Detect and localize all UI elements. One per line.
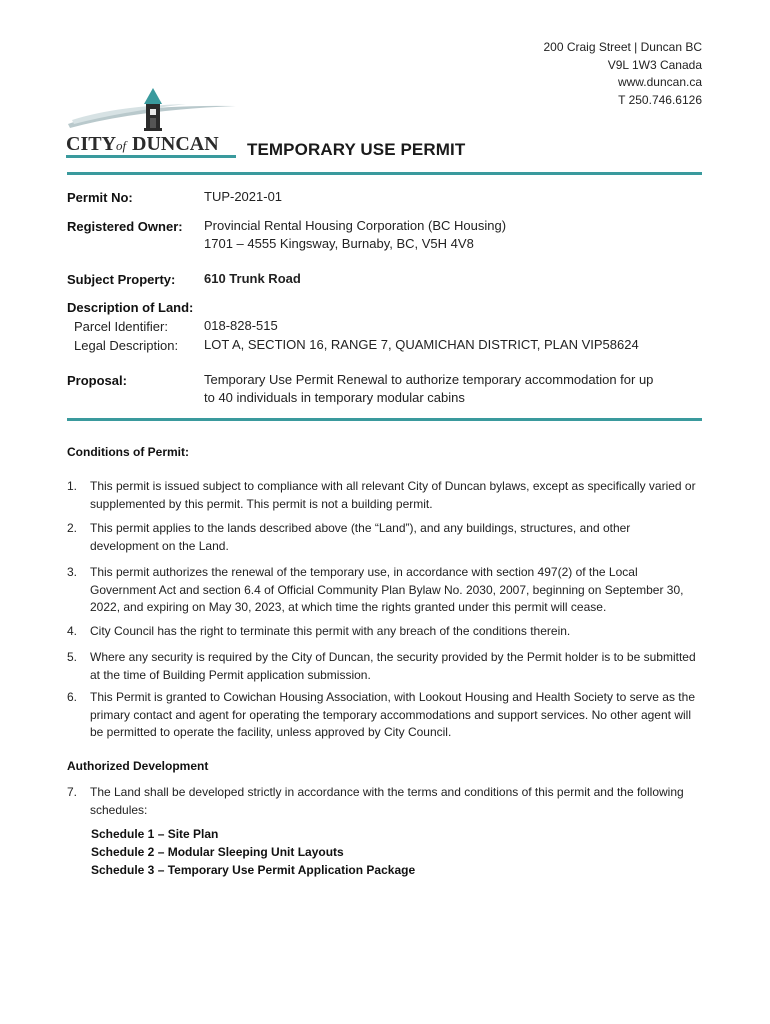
condition-item	[67, 649, 707, 684]
condition-item	[67, 520, 707, 555]
schedule-item: Schedule 2 – Modular Sleeping Unit Layouts	[91, 845, 344, 859]
condition-text: This Permit is granted to Cowichan Housing Association, with Lookout Housing and Health Society to serve as the primary contact and agent for operating the temporary accommodations and support services. No other agent will be permitted to operate the facility, unless approved by City Council.	[90, 690, 695, 739]
permit-no-value: TUP-2021-01	[204, 189, 283, 204]
schedule-item: Schedule 3 – Temporary Use Permit Application Package	[91, 863, 416, 877]
parcel-identifier-value: 018-828-515	[204, 318, 278, 333]
registered-owner-label: Registered Owner:	[67, 219, 183, 234]
svg-text:of: of	[116, 138, 127, 153]
header-divider	[67, 172, 702, 175]
svg-text:DUNCAN: DUNCAN	[132, 133, 219, 155]
svg-text:CITY: CITY	[66, 133, 117, 155]
proposal-line-1: Temporary Use Permit Renewal to authorize temporary accommodation for up	[204, 372, 654, 387]
section-divider	[67, 418, 702, 421]
subject-property-value: 610 Trunk Road	[204, 271, 301, 286]
condition-number: 1.	[67, 479, 78, 493]
address-postal: V9L 1W3 Canada	[607, 57, 702, 72]
condition-number: 3.	[67, 565, 78, 579]
condition-text: This permit applies to the lands described above (the “Land”), and any buildings, structures, and other development on the Land.	[90, 521, 631, 553]
permit-no-label: Permit No:	[67, 190, 133, 205]
registered-owner-name: Provincial Rental Housing Corporation (BC Housing)	[204, 218, 507, 233]
schedule-item: Schedule 1 – Site Plan	[91, 827, 219, 841]
address-street: 200 Craig Street | Duncan BC	[543, 40, 702, 54]
condition-number: 5.	[67, 650, 78, 664]
condition-number: 7.	[67, 785, 78, 799]
page-title: TEMPORARY USE PERMIT	[247, 140, 466, 159]
address-website: www.duncan.ca	[617, 75, 702, 89]
conditions-heading: Conditions of Permit:	[67, 445, 189, 459]
address-phone: T 250.746.6126	[618, 92, 702, 107]
condition-text: The Land shall be developed strictly in accordance with the terms and conditions of this permit and the following schedules:	[90, 785, 684, 817]
parcel-identifier-label: Parcel Identifier:	[74, 319, 168, 334]
condition-text: Where any security is required by the City of Duncan, the security provided by the Permit holder is to be submitted at the time of Building Permit application submission.	[90, 650, 696, 682]
condition-item	[67, 784, 707, 819]
city-of-duncan-logo	[66, 84, 241, 162]
condition-item	[67, 564, 707, 617]
proposal-line-2: to 40 individuals in temporary modular cabins	[204, 390, 465, 405]
condition-number: 4.	[67, 624, 78, 638]
condition-text: This permit authorizes the renewal of the temporary use, in accordance with section 497(2) of the Local Government Act and section 6.4 of Official Community Plan Bylaw No. 2030, 2007, beginning on September 30, 2022, and expiring on May 30, 2023, at which time the rights granted under this permit will cease.	[90, 565, 684, 614]
description-of-land-label: Description of Land:	[67, 300, 194, 315]
condition-item	[67, 478, 707, 513]
condition-item	[67, 689, 707, 742]
authorized-development-heading: Authorized Development	[67, 759, 209, 773]
address-block	[543, 39, 702, 109]
condition-item	[67, 623, 707, 641]
condition-number: 6.	[67, 690, 78, 704]
subject-property-label: Subject Property:	[67, 272, 176, 287]
registered-owner-address: 1701 – 4555 Kingsway, Burnaby, BC, V5H 4V8	[204, 236, 474, 251]
proposal-label: Proposal:	[67, 373, 127, 388]
condition-text: City Council has the right to terminate this permit with any breach of the conditions therein.	[90, 624, 571, 638]
legal-description-value: LOT A, SECTION 16, RANGE 7, QUAMICHAN DISTRICT, PLAN VIP58624	[204, 337, 639, 352]
legal-description-label: Legal Description:	[74, 338, 179, 353]
condition-text: This permit is issued subject to compliance with all relevant City of Duncan bylaws, except as specifically varied or supplemented by this permit. This permit is not a building permit.	[90, 479, 696, 511]
condition-number: 2.	[67, 521, 78, 535]
